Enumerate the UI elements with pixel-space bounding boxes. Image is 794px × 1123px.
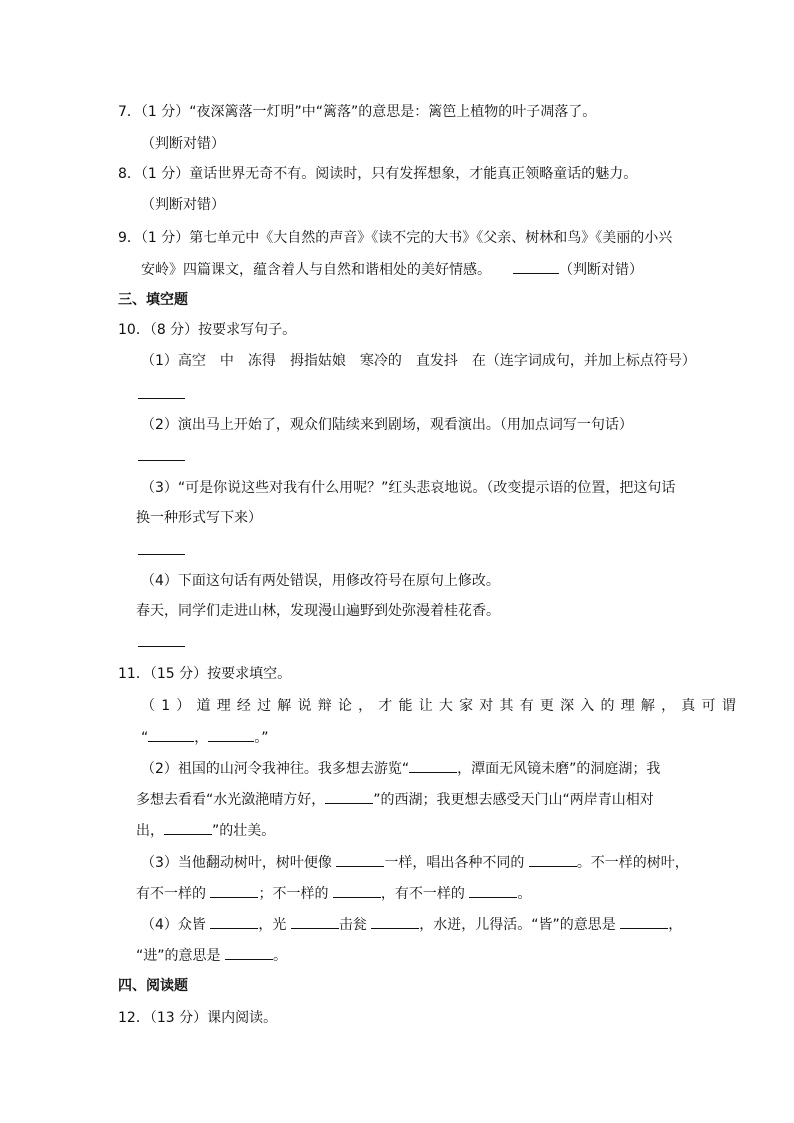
q11-part4-line2: “进”的意思是 。 [136, 945, 287, 966]
q10-part2: （2）演出马上开始了，观众们陆续来到剧场，观看演出。（用加点词写一句话） [141, 417, 633, 433]
answer-line[interactable] [138, 646, 185, 647]
q11-part4-line1: （4）众皆 ，光 击瓮 ，水迸，儿得活。“皆”的意思是 ， [141, 914, 682, 935]
q11-part2-line3: 出， ”的壮美。 [136, 820, 275, 841]
answer-line[interactable] [138, 398, 185, 399]
answer-blank[interactable] [513, 259, 559, 274]
q9-judge-note: （判断对错） [559, 262, 643, 278]
answer-blank[interactable] [529, 852, 577, 867]
q11-part1-line2: “ ， 。” [141, 727, 269, 748]
answer-blank[interactable] [148, 727, 194, 742]
answer-blank[interactable] [336, 852, 384, 867]
answer-line[interactable] [138, 554, 185, 555]
answer-blank[interactable] [210, 914, 258, 929]
q9-line2-text: 安岭》四篇课文，蕴含着人与自然和谐相处的美好情感。 [141, 262, 491, 278]
q8-text: 8．（1 分）童话世界无奇不有。阅读时，只有发挥想象，才能真正领略童话的魅力。 [118, 166, 638, 182]
answer-blank[interactable] [620, 914, 668, 929]
answer-blank[interactable] [371, 914, 419, 929]
q9-line1: 9．（1 分）第七单元中《大自然的声音》《读不完的大书》《父亲、树林和鸟》《美丽的小兴 [118, 230, 673, 246]
q11-part2-line1: （2）祖国的山河令我神往。我多想去游览“ ，潭面无风镜未磨”的洞庭湖；我 [141, 758, 660, 779]
section-heading-fill-in: 三、填空题 [118, 292, 188, 308]
answer-blank[interactable] [208, 727, 254, 742]
q12-title: 12．（13 分）课内阅读。 [118, 1010, 278, 1026]
q7-judge-note: （判断对错） [141, 136, 225, 152]
q11-part1-line1: （1）道理经过解说辩论，才能让大家对其有更深入的理解，真可谓 [141, 698, 742, 714]
q11-part3-line2: 有不一样的 ；不一样的 ，有不一样的 。 [136, 883, 531, 904]
q10-part1: （1）高空 中 冻得 拇指姑娘 寒冷的 直发抖 在（连字词成句，并加上标点符号） [141, 353, 696, 369]
q11-title: 11．（15 分）按要求填空。 [118, 666, 292, 682]
q8-judge-note: （判断对错） [141, 197, 225, 213]
q7-text: 7．（1 分）“夜深篱落一灯明”中“篱落”的意思是：篱笆上植物的叶子凋落了。 [118, 104, 597, 120]
answer-blank[interactable] [469, 883, 517, 898]
answer-line[interactable] [138, 460, 185, 461]
answer-blank[interactable] [291, 914, 339, 929]
answer-blank[interactable] [333, 883, 381, 898]
q10-part3-line2: 换一种形式写下来） [136, 510, 262, 526]
q11-part2-line2: 多想去看看“水光潋滟晴方好， ”的西湖；我更想去感受天门山“两岸青山相对 [136, 789, 654, 810]
q10-part4-line2: 春天，同学们走进山林，发现漫山遍野到处弥漫着桂花香。 [136, 603, 500, 619]
answer-blank[interactable] [325, 789, 373, 804]
q11-part3-line1: （3）当他翻动树叶，树叶便像 一样，唱出各种不同的 。不一样的树叶， [141, 852, 689, 873]
q10-part3-line1: （3）“可是你说这些对我有什么用呢？”红头悲哀地说。（改变提示语的位置，把这句话 [141, 480, 676, 496]
q10-title: 10．（8 分）按要求写句子。 [118, 322, 297, 338]
answer-blank[interactable] [225, 945, 273, 960]
q10-part4-line1: （4）下面这句话有两处错误，用修改符号在原句上修改。 [141, 573, 500, 589]
section-heading-reading: 四、阅读题 [118, 978, 188, 994]
answer-blank[interactable] [210, 883, 258, 898]
answer-blank[interactable] [164, 820, 212, 835]
answer-blank[interactable] [409, 758, 457, 773]
q9-line2 [141, 259, 643, 280]
